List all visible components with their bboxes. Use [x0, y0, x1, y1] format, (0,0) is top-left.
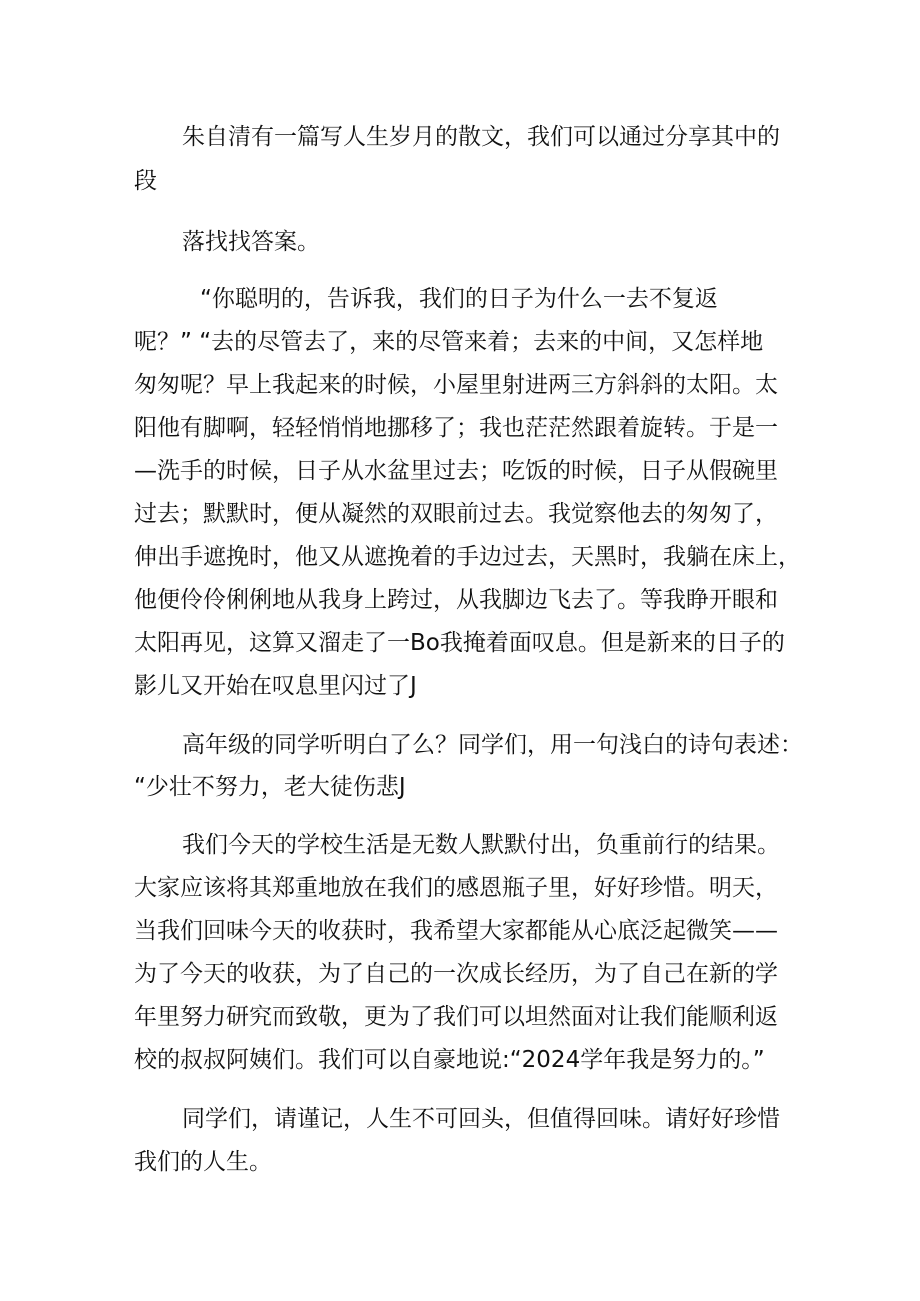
paragraph-line: 太阳再见，这算又溜走了一Bo我掩着面叹息。但是新来的日子的 [134, 630, 785, 656]
paragraph-line: 大家应该将其郑重地放在我们的感恩瓶子里，好好珍惜。明天， [134, 875, 778, 901]
paragraph-line: 过去；默默时，便从凝然的双眼前过去。我觉察他去的匆匆了， [134, 501, 778, 527]
paragraph-line: “少壮不努力，老大徒伤悲J [134, 774, 406, 800]
paragraph-line: 同学们，请谨记，人生不可回头，但值得回味。请好好珍惜 [182, 1106, 780, 1132]
paragraph-line: 年里努力研究而致敬，更为了我们可以坦然面对让我们能顺利返 [134, 1004, 778, 1030]
paragraph-line: 我们的人生。 [134, 1149, 272, 1175]
paragraph-line: 当我们回味今天的收获时，我希望大家都能从心底泛起微笑—— [134, 918, 778, 944]
paragraph-line: —洗手的时候，日子从水盆里过去；吃饭的时候，日子从假碗里 [134, 458, 778, 484]
paragraph-line: 阳他有脚啊，轻轻悄悄地挪移了；我也茫茫然跟着旋转。于是一 [134, 415, 778, 441]
paragraph-line: 伸出手遮挽时，他又从遮挽着的手边过去，天黑时，我躺在床上， [134, 544, 801, 570]
paragraph-line: 为了今天的收获，为了自己的一次成长经历，为了自己在新的学 [134, 961, 778, 987]
paragraph-line: 高年级的同学听明白了么？同学们，用一句浅白的诗句表述： [182, 732, 803, 758]
paragraph-line: “你聪明的，告诉我，我们的日子为什么一去不复返 [200, 286, 718, 312]
paragraph-line: 他便伶伶俐俐地从我身上跨过，从我脚边飞去了。等我睁开眼和 [134, 587, 778, 613]
paragraph-line: 呢？” “去的尽管去了，来的尽管来着；去来的中间，又怎样地 [134, 329, 764, 355]
paragraph-line: 朱自清有一篇写人生岁月的散文，我们可以通过分享其中的 [182, 124, 780, 150]
paragraph-line: 我们今天的学校生活是无数人默默付出，负重前行的结果。 [182, 832, 780, 858]
paragraph-line: 校的叔叔阿姨们。我们可以自豪地说:“2024学年我是努力的。” [134, 1047, 765, 1073]
paragraph-line: 落找找答案。 [182, 229, 320, 255]
paragraph-line: 匆匆呢？早上我起来的时候，小屋里射进两三方斜斜的太阳。太 [134, 372, 778, 398]
paragraph-line: 影儿又开始在叹息里闪过了J [134, 673, 417, 699]
paragraph-line: 段 [134, 168, 157, 194]
